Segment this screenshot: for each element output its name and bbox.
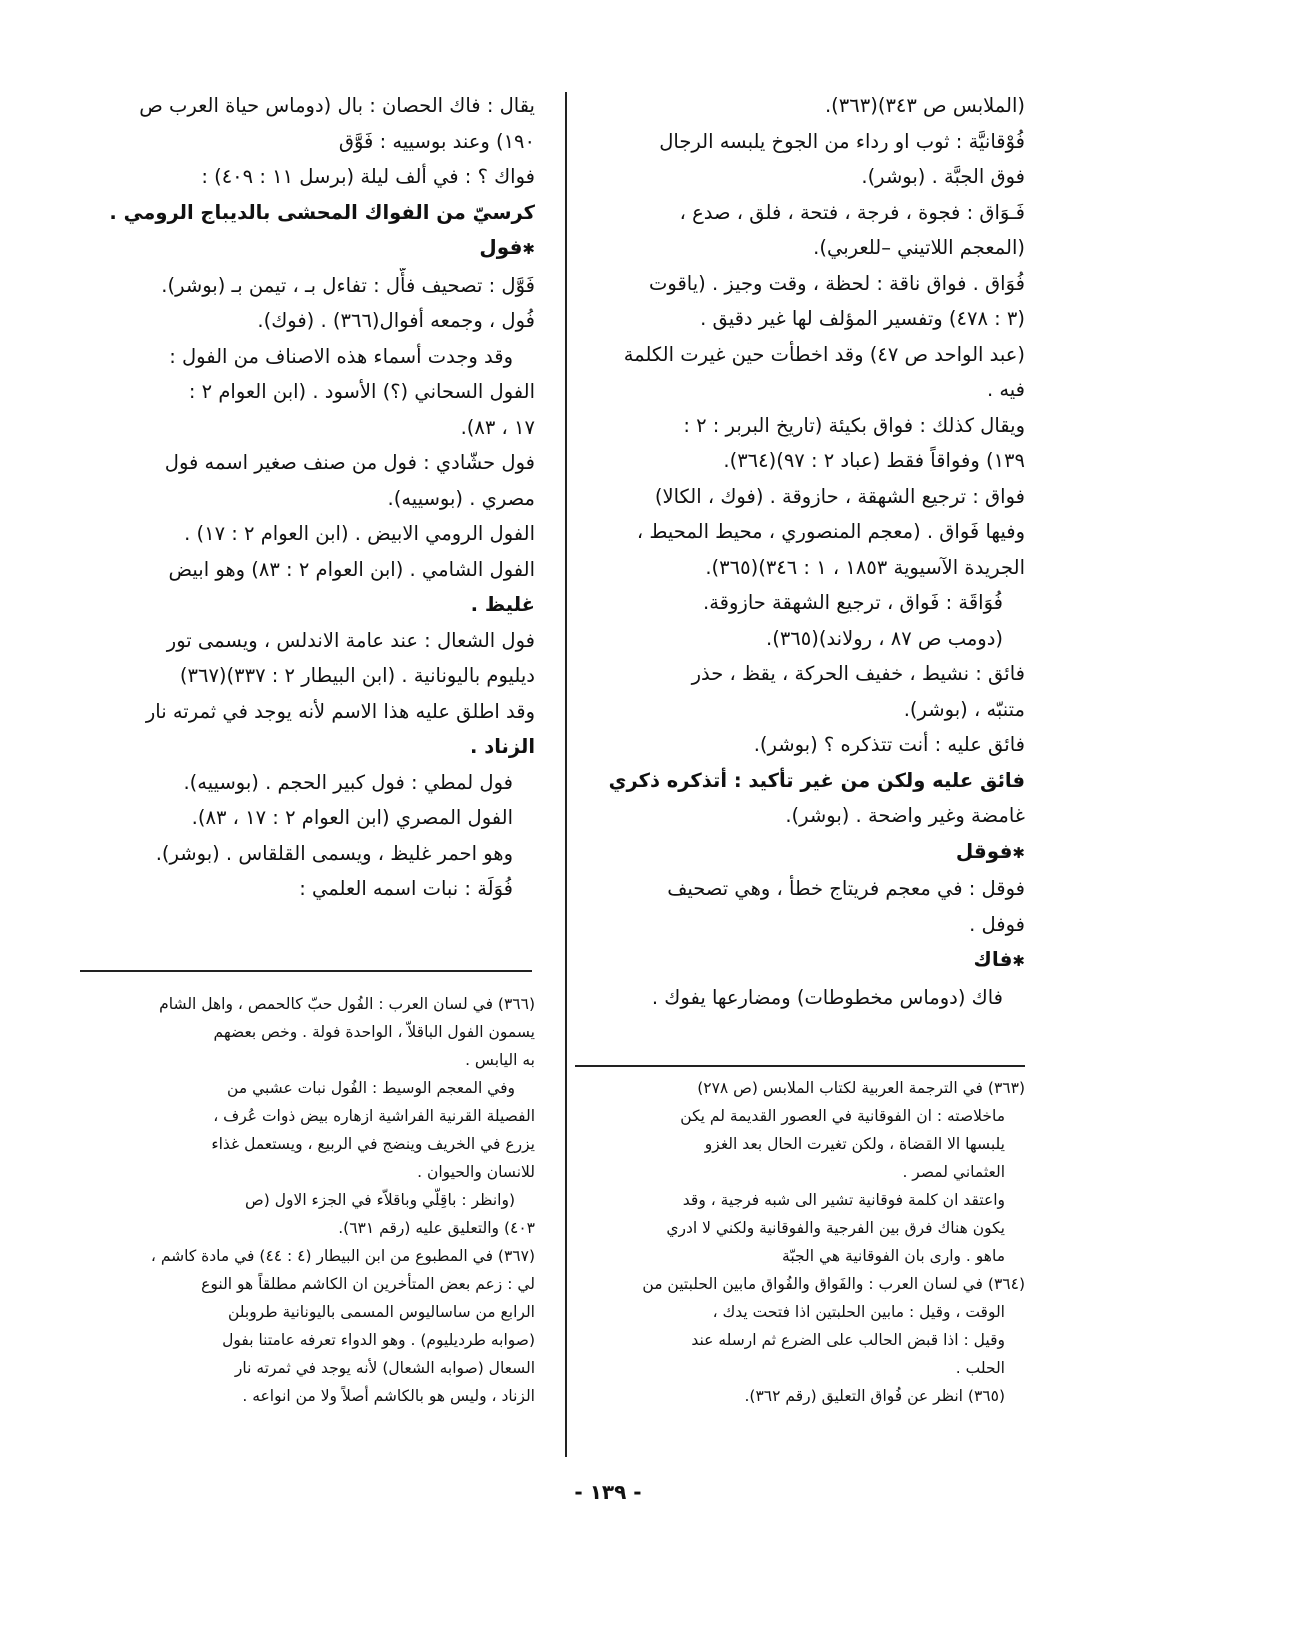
text-line: فُوَاق . فواق ناقة : لحظة ، وقت وجيز . (ياقوت bbox=[649, 271, 1025, 295]
section-heading: ✱ فاك bbox=[585, 942, 1025, 980]
footnote-line: العثماني لمصر . bbox=[902, 1163, 1005, 1181]
text-line: الزناد . bbox=[470, 735, 535, 758]
footnote-line: يزرع في الخريف وينضج في الربيع ، ويستعمل غذاء bbox=[211, 1135, 535, 1153]
footnote-line: الزناد ، وليس هو بالكاشم أصلاً ولا من انواعه . bbox=[242, 1387, 535, 1405]
text-line: فول الشعال : عند عامة الاندلس ، ويسمى تور bbox=[166, 628, 535, 652]
text-line: فُوَلَة : نبات اسمه العلمي : bbox=[299, 877, 513, 900]
footnote-line: ماخلاصته : ان الفوقانية في العصور القديمة لم يكن bbox=[680, 1107, 1005, 1125]
footnote-line: الرابع من ساساليوس المسمى باليونانية طروبلن bbox=[227, 1303, 535, 1321]
text-line: فوقل : في معجم فريتاج خطأ ، وهي تصحيف bbox=[667, 877, 1025, 900]
footnote-line: السعال (صوابه الشعال) لأنه يوجد في ثمرته نار bbox=[234, 1359, 535, 1377]
footnote-line: وفي المعجم الوسيط : الفُول نبات عشبي من bbox=[227, 1079, 515, 1097]
footnote-line: الوقت ، وقيل : مابين الحلبتين اذا فتحت يدك ، bbox=[712, 1303, 1005, 1321]
text-line: الفول المصري (ابن العوام ٢ : ١٧ ، ٨٣). bbox=[191, 806, 513, 829]
text-line: فواق : ترجيع الشهقة ، حازوقة . (فوك ، الكالا) bbox=[654, 484, 1025, 508]
footnote-line: واعتقد ان كلمة فوقانية تشير الى شبه فرجية ، وقد bbox=[682, 1191, 1005, 1209]
column-divider bbox=[565, 92, 567, 1457]
text-line: (٣ : ٤٧٨) وتفسير المؤلف لها غير دقيق . bbox=[700, 307, 1025, 330]
text-line: فوق الجبَّة . (بوشر). bbox=[861, 165, 1025, 188]
footnote-line: (٣٦٣) في الترجمة العربية لكتاب الملابس (ص ٢٧٨) bbox=[697, 1079, 1025, 1097]
text-line: (عبد الواحد ص ٤٧) وقد اخطأت حين غيرت الكلمة bbox=[623, 342, 1025, 366]
page-number: - ١٣٩ - bbox=[574, 1480, 642, 1504]
footnote-line: (وانظر : باقِلّي وباقلاّء في الجزء الاول (ص bbox=[245, 1191, 515, 1209]
text-line: ديليوم باليونانية . (ابن البيطار ٢ : ٣٣٧)(٣٦٧) bbox=[179, 664, 535, 687]
text-line: وقد اطلق عليه هذا الاسم لأنه يوجد في ثمرته نار bbox=[145, 699, 535, 723]
text-line: مصري . (بوسييه). bbox=[387, 486, 535, 510]
text-line: فواك ؟ : في ألف ليلة (برسل ١١ : ٤٠٩) : bbox=[201, 165, 535, 188]
footnote-rule-left bbox=[80, 970, 532, 972]
footnote-line: (٣٦٧) في المطبوع من ابن البيطار (٤ : ٤٤) في مادة كاشم ، bbox=[150, 1247, 535, 1265]
section-heading: ✱ فوقل bbox=[585, 834, 1025, 872]
text-line: فائق عليه ولكن من غير تأكيد : أتذكره ذكري bbox=[608, 768, 1025, 792]
text-line: متنبّه ، (بوشر). bbox=[903, 697, 1025, 721]
footnote-line: (٣٦٦) في لسان العرب : الفُول حبّ كالحمص ، واهل الشام bbox=[159, 995, 535, 1013]
footnote-line: ٤٠٣) والتعليق عليه (رقم ٦٣١). bbox=[338, 1219, 535, 1237]
text-line: فُوْقانيَّة : ثوب او رداء من الجوخ يلبسه الرجال bbox=[659, 129, 1025, 153]
text-line: فول لمطي : فول كبير الحجم . (بوسييه). bbox=[183, 770, 513, 794]
left-column bbox=[80, 88, 535, 907]
text-line: غامضة وغير واضحة . (بوشر). bbox=[785, 804, 1025, 827]
text-line: فَوَّل : تصحيف فأّل : تفاءل بـ ، تيمن بـ (بوشر). bbox=[161, 273, 535, 297]
right-column bbox=[585, 88, 1025, 1015]
text-line: (دومب ص ٨٧ ، رولاند)(٣٦٥). bbox=[766, 626, 1003, 650]
text-line: فوفل . bbox=[969, 912, 1025, 936]
section-heading: ✱ فول bbox=[80, 230, 535, 268]
footnote-line: (صوابه طرديليوم) . وهو الدواء تعرفه عامتنا بفول bbox=[222, 1331, 535, 1349]
footnote-line: ماهو . وارى بان الفوقانية هي الجبّة bbox=[782, 1247, 1005, 1265]
text-line: وهو احمر غليظ ، ويسمى القلقاس . (بوشر). bbox=[155, 841, 513, 865]
footnote-line: يسمون الفول الباقلاّ ، الواحدة فولة . وخص بعضهم bbox=[213, 1023, 535, 1041]
text-line: الفول السحاني (؟) الأسود . (ابن العوام ٢ : bbox=[188, 380, 535, 403]
footnote-line: وقيل : اذا قبض الحالب على الضرع ثم ارسله عند bbox=[691, 1331, 1005, 1349]
text-line: الفول الرومي الابيض . (ابن العوام ٢ : ١٧) . bbox=[184, 522, 535, 545]
footnotes-right bbox=[585, 1074, 1025, 1410]
text-line: فَـوَاق : فجوة ، فرجة ، فتحة ، فلق ، صدع ، bbox=[679, 200, 1025, 224]
footnote-line: يكون هناك فرق بين الفرجية والفوقانية ولكني لا ادري bbox=[666, 1219, 1005, 1237]
footnote-line: لي : زعم بعض المتأخرين ان الكاشم مطلقاً هو النوع bbox=[201, 1275, 535, 1293]
footnote-line: به اليابس . bbox=[465, 1051, 535, 1069]
text-line: وفيها فَواق . (معجم المنصوري ، محيط المحيط ، bbox=[636, 520, 1025, 543]
text-line: فُول ، وجمعه أفوال(٣٦٦) . (فوك). bbox=[257, 309, 535, 332]
text-line: فاك (دوماس مخطوطات) ومضارعها يفوك . bbox=[651, 985, 1003, 1009]
text-line: ١٣٩) وفواقاً فقط (عباد ٢ : ٩٧)(٣٦٤). bbox=[723, 449, 1025, 472]
text-line: فُوَاقَة : فَواق ، ترجيع الشهقة حازوقة. bbox=[703, 591, 1003, 614]
text-line: كرسيّ من الفواك المحشى بالديباج الرومي . bbox=[109, 200, 535, 224]
footnote-rule-right bbox=[575, 1065, 1025, 1067]
text-line: (الملابس ص ٣٤٣)(٣٦٣). bbox=[824, 94, 1025, 117]
text-line: فول حشّادي : فول من صنف صغير اسمه فول bbox=[164, 451, 535, 474]
text-line: فيه . bbox=[986, 378, 1025, 401]
footnote-line: (٣٦٤) في لسان العرب : والفَواق والفُواق مابين الحلبتين من bbox=[642, 1275, 1025, 1293]
text-line: فائق عليه : أنت تتذكره ؟ (بوشر). bbox=[753, 733, 1025, 756]
footnote-line: يلبسها الا القضاة ، ولكن تغيرت الحال بعد الغزو bbox=[704, 1135, 1005, 1153]
footnote-line: الفصيلة القرنية الفراشية ازهاره بيض ذوات عُرف ، bbox=[213, 1107, 535, 1125]
footnote-line: (٣٦٥) انظر عن فُواق التعليق (رقم ٣٦٢). bbox=[744, 1387, 1005, 1405]
text-line: الفول الشامي . (ابن العوام ٢ : ٨٣) وهو ابيض bbox=[168, 557, 535, 581]
footnote-line: الحلب . bbox=[955, 1359, 1005, 1377]
text-line: وقد وجدت أسماء هذه الاصناف من الفول : bbox=[169, 344, 513, 368]
text-line: غليظ . bbox=[470, 593, 535, 616]
text-line: فائق : نشيط ، خفيف الحركة ، يقظ ، حذر bbox=[691, 662, 1025, 685]
text-line: ١٧ ، ٨٣). bbox=[460, 415, 535, 439]
footnote-line: للانسان والحيوان . bbox=[417, 1163, 535, 1181]
text-line: يقال : فاك الحصان : بال (دوماس حياة العرب ص bbox=[139, 94, 535, 117]
text-line: الجريدة الآسيوية ١٨٥٣ ، ١ : ٣٤٦)(٣٦٥). bbox=[705, 555, 1025, 579]
text-line: (المعجم اللاتيني –للعربي). bbox=[813, 236, 1025, 259]
footnotes-left bbox=[80, 990, 535, 1410]
text-line: ويقال كذلك : فواق بكيئة (تاريخ البربر : ٢ : bbox=[683, 413, 1025, 437]
text-line: ١٩٠) وعند بوسييه : فَوَّق bbox=[338, 129, 535, 153]
